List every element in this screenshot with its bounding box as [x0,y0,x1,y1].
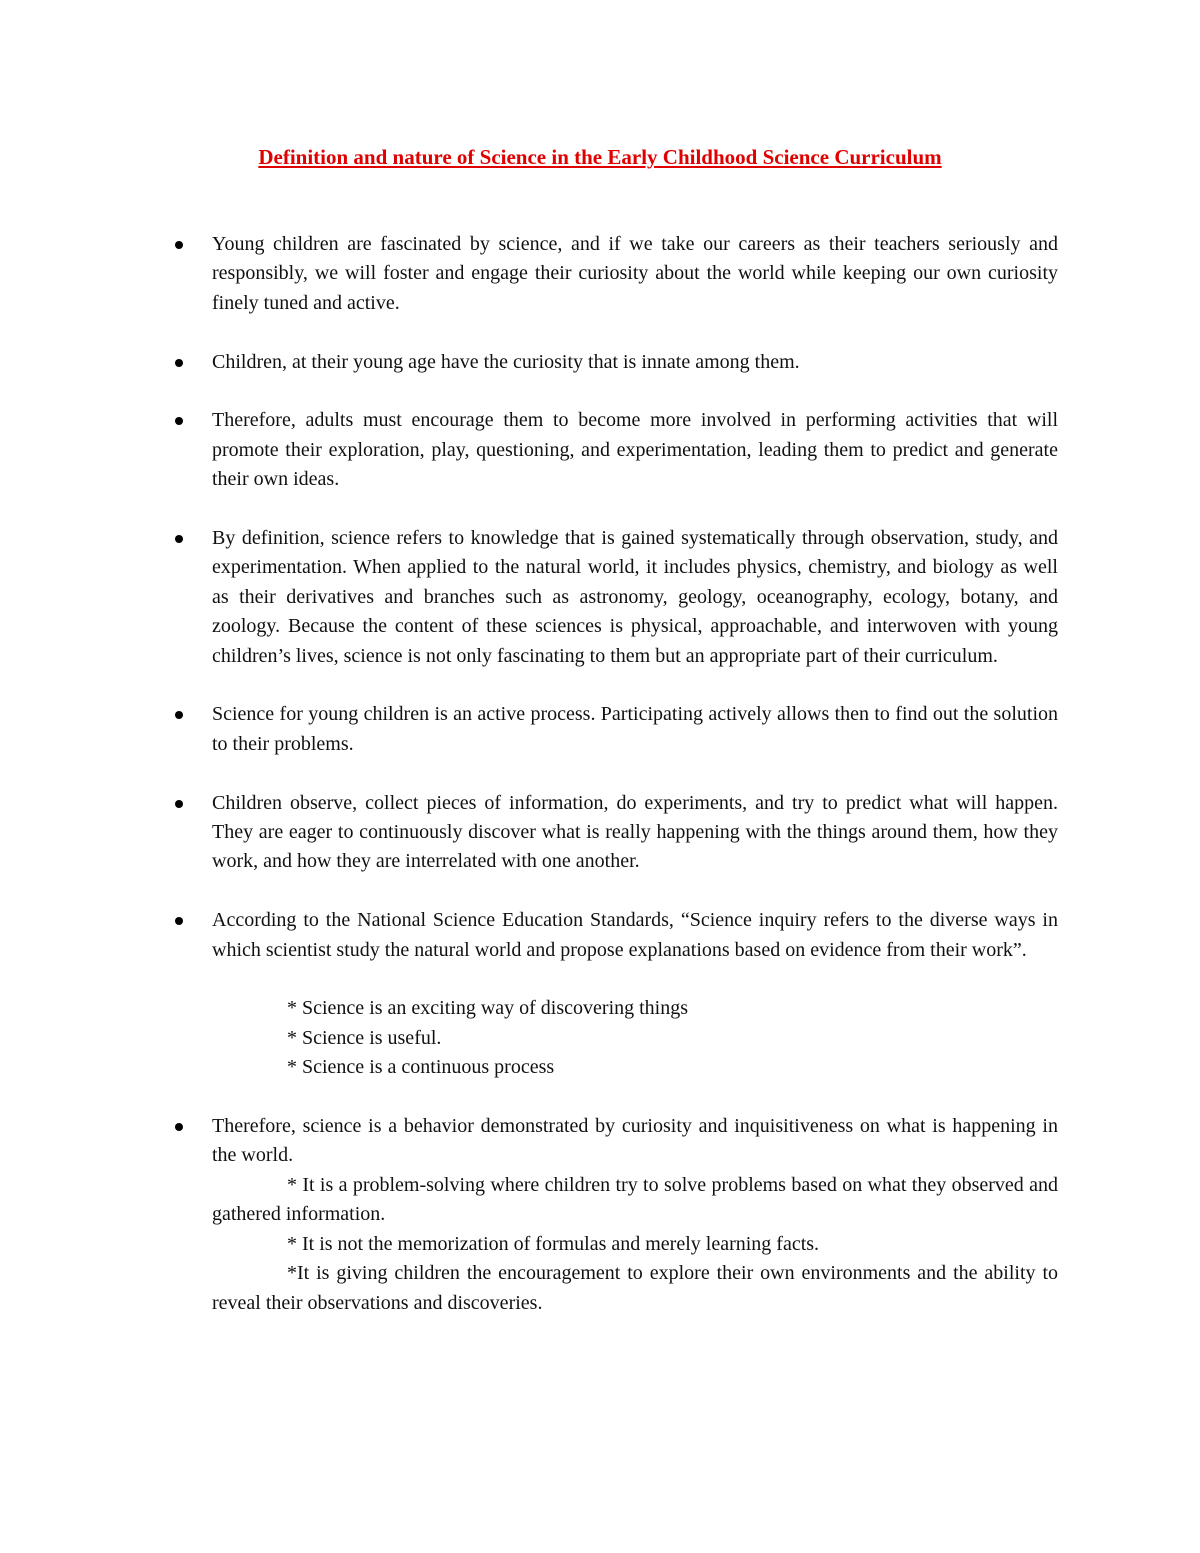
bullet-item [212,524,1058,671]
bullet-item [212,906,1058,965]
bullet-icon [175,1123,183,1131]
bullet-item [212,348,1058,377]
bullet-item [212,789,1058,877]
science-fact-item: * Science is a continuous process [287,1056,555,1079]
bullet-text: Children observe, collect pieces of information, do experiments, and try to predict what will happen. They are eager to continuously discover what is really happening with the things around them, how they work, and how they are interrelated with one another. [212,791,1058,873]
science-fact-item: * Science is useful. [287,1026,442,1049]
bullet-item-final [212,1112,1058,1318]
bullet-item [212,700,1058,759]
final-note: *It is giving children the encouragement to explore their own environments and the ability to reveal their observations and discoveries. [212,1262,1058,1314]
bullet-text: Therefore, science is a behavior demonstrated by curiosity and inquisitiveness on what is happening in the world. [212,1115,1058,1167]
bullet-icon [175,359,183,367]
science-facts-list [287,994,1058,1082]
bullet-item [212,230,1058,318]
bullet-icon [175,535,183,543]
final-note: * It is a problem-solving where children try to solve problems based on what they observed and gathered information. [212,1173,1058,1226]
bullet-icon [175,711,183,719]
bullet-text: According to the National Science Education Standards, “Science inquiry refers to the diverse ways in which scientist study the natural world and propose explanations based on evidence from their work”. [212,909,1058,961]
document-title: Definition and nature of Science in the Early Childhood Science Curriculum [258,145,942,169]
science-fact-item: * Science is an exciting way of discovering things [287,997,689,1020]
document-body [212,230,1058,1318]
bullet-text: Therefore, adults must encourage them to become more involved in performing activities that will promote their exploration, play, questioning, and experimentation, leading them to predict and generate their own ideas. [212,409,1058,491]
bullet-text: Children, at their young age have the curiosity that is innate among them. [212,350,800,373]
bullet-text: By definition, science refers to knowledge that is gained systematically through observation, study, and experimentation. When applied to the natural world, it includes physics, chemistry, and biology as well as their derivatives and branches such as astronomy, geology, oceanography, ecology, botany, and zoology. Because the content of these sciences is physical, approachable, and interwoven with young children’s lives, science is not only fascinating to them but an appropriate part of their curriculum. [212,527,1058,667]
bullet-icon [175,241,183,249]
bullet-icon [175,417,183,425]
bullet-item [212,406,1058,494]
bullet-icon [175,917,183,925]
bullet-icon [175,800,183,808]
bullet-text: Young children are fascinated by science, and if we take our careers as their teachers seriously and responsibly, we will foster and engage their curiosity about the world while keeping our own curiosity finely tuned and active. [212,233,1058,314]
bullet-text: Science for young children is an active process. Participating actively allows then to find out the solution to their problems. [212,703,1058,755]
final-note: * It is not the memorization of formulas and merely learning facts. [287,1232,820,1255]
